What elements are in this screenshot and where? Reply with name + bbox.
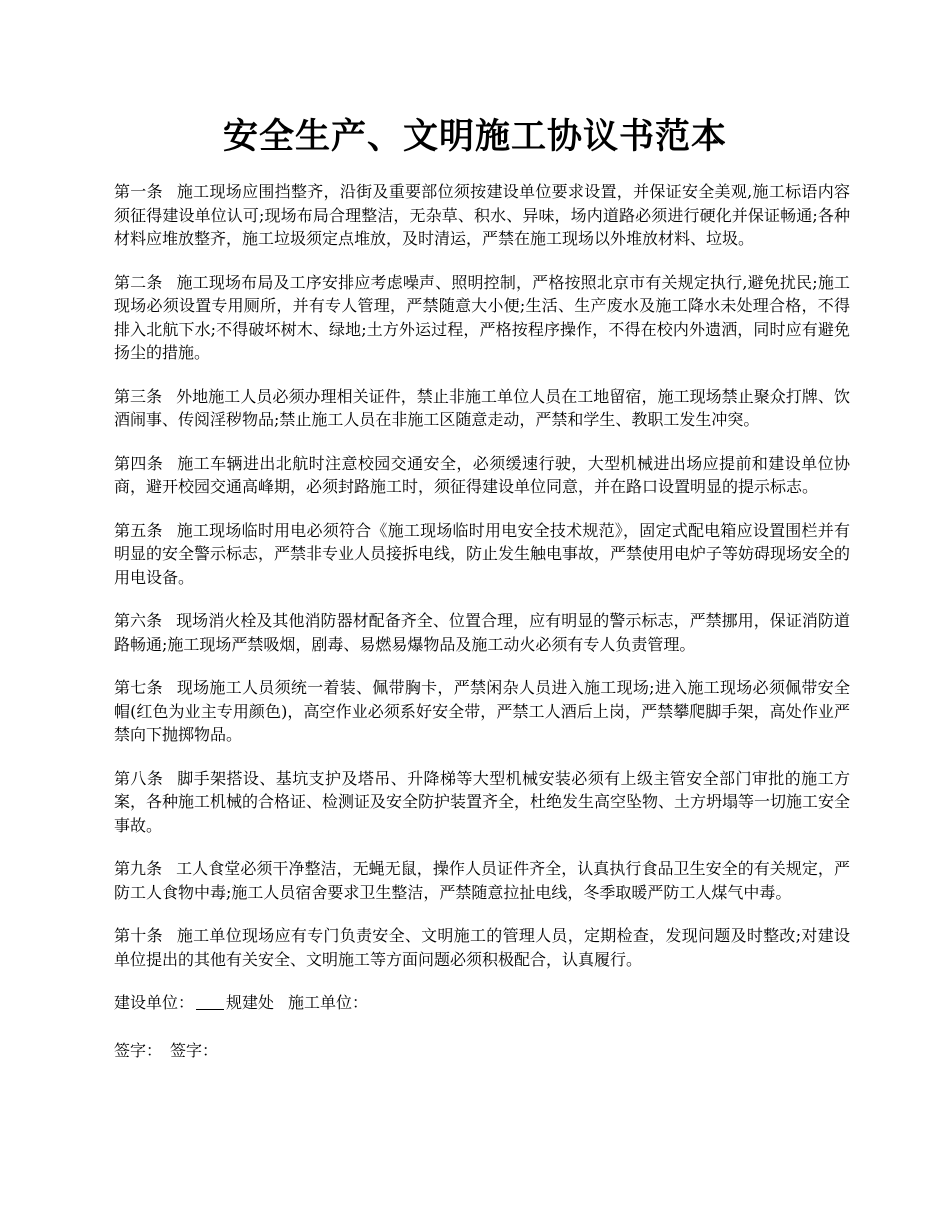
article-number: 第八条 [114, 768, 164, 788]
article-7 [114, 676, 850, 747]
article-8 [114, 767, 850, 838]
contractor-signature-label: 签字： [170, 1040, 219, 1060]
article-4 [114, 452, 850, 499]
article-number: 第五条 [114, 520, 163, 540]
article-text: 现场消火栓及其他消防器材配备齐全、位置合理，应有明显的警示标志，严禁挪用，保证消防道路畅通;施工现场严禁吸烟，剧毒、易燃易爆物品及施工动火必须有专人负责管理。 [114, 611, 850, 654]
article-9 [114, 857, 850, 904]
signature-line [114, 1039, 850, 1063]
article-5 [114, 519, 850, 590]
client-blank-line [196, 993, 224, 1010]
article-number: 第四条 [114, 453, 164, 473]
article-text: 外地施工人员必须办理相关证件，禁止非施工单位人员在工地留宿，施工现场禁止聚众打牌、饮酒闹事、传阅淫秽物品;禁止施工人员在非施工区随意走动，严禁和学生、教职工发生冲突。 [114, 386, 850, 429]
article-number: 第二条 [114, 272, 163, 292]
article-number: 第六条 [114, 611, 163, 630]
article-text: 施工现场应围挡整齐，沿街及重要部位须按建设单位要求设置，并保证安全美观,施工标语内容须征得建设单位认可;现场布局合理整洁，无杂草、积水、异味，场内道路必须进行硬化并保证畅通;各种材料应堆放整齐，施工垃圾须定点堆放，及时清运，严禁在施工现场以外堆放材料、垃圾。 [114, 182, 850, 248]
client-signature-label: 签字： [114, 1040, 163, 1060]
article-text: 现场施工人员须统一着装、佩带胸卡，严禁闲杂人员进入施工现场;进入施工现场必须佩带安全帽(红色为业主专用颜色)，高空作业必须系好安全带，严禁工人酒后上岗，严禁攀爬脚手架，高处作业严禁向下抛掷物品。 [114, 678, 850, 744]
article-10 [114, 924, 850, 971]
article-6 [114, 609, 850, 656]
document-body [114, 180, 850, 1086]
article-text: 施工车辆进出北航时注意校园交通安全，必须缓速行驶，大型机械进出场应提前和建设单位协商，避开校园交通高峰期，必须封路施工时，须征得建设单位同意，并在路口设置明显的提示标志。 [114, 453, 850, 496]
article-3 [114, 385, 850, 432]
article-text: 施工现场布局及工序安排应考虑噪声、照明控制，严格按照北京市有关规定执行,避免扰民;施工现场必须设置专用厕所，并有专人管理，严禁随意大小便;生活、生产废水及施工降水未处理合格，不得排入北航下水;不得破坏树木、绿地;土方外运过程，严格按程序操作，不得在校内外遗洒，同时应有避免扬尘的措施。 [114, 272, 850, 362]
article-text: 施工单位现场应有专门负责安全、文明施工的管理人员，定期检查，发现问题及时整改;对建设单位提出的其他有关安全、文明施工等方面问题必须积极配合，认真履行。 [114, 926, 850, 969]
party-line [114, 991, 850, 1015]
contractor-label: 施工单位： [288, 993, 369, 1012]
article-text: 脚手架搭设、基坑支护及塔吊、升降梯等大型机械安装必须有上级主管安全部门审批的施工方案，各种施工机械的合格证、检测证及安全防护装置齐全，杜绝发生高空坠物、土方坍塌等一切施工安全事故。 [114, 768, 851, 835]
article-text: 工人食堂必须干净整洁，无蝇无鼠，操作人员证件齐全，认真执行食品卫生安全的有关规定，严防工人食物中毒;施工人员宿舍要求卫生整洁，严禁随意拉扯电线，冬季取暖严防工人煤气中毒。 [114, 859, 850, 902]
article-number: 第九条 [114, 859, 163, 878]
client-label: 建设单位： [114, 993, 195, 1012]
article-text: 施工现场临时用电必须符合《施工现场临时用电安全技术规范》，固定式配电箱应设置围栏并有明显的安全警示标志，严禁非专业人员接拆电线，防止发生触电事故，严禁使用电炉子等妨碍现场安全的用电设备。 [114, 520, 851, 587]
article-number: 第七条 [114, 678, 163, 697]
article-number: 第三条 [114, 386, 163, 406]
client-value: 规建处 [226, 993, 275, 1012]
document-title: 安全生产、文明施工协议书范本 [222, 116, 727, 157]
article-2 [114, 271, 850, 365]
article-number: 第一条 [114, 182, 163, 201]
article-1 [114, 180, 850, 251]
article-number: 第十条 [114, 926, 163, 945]
